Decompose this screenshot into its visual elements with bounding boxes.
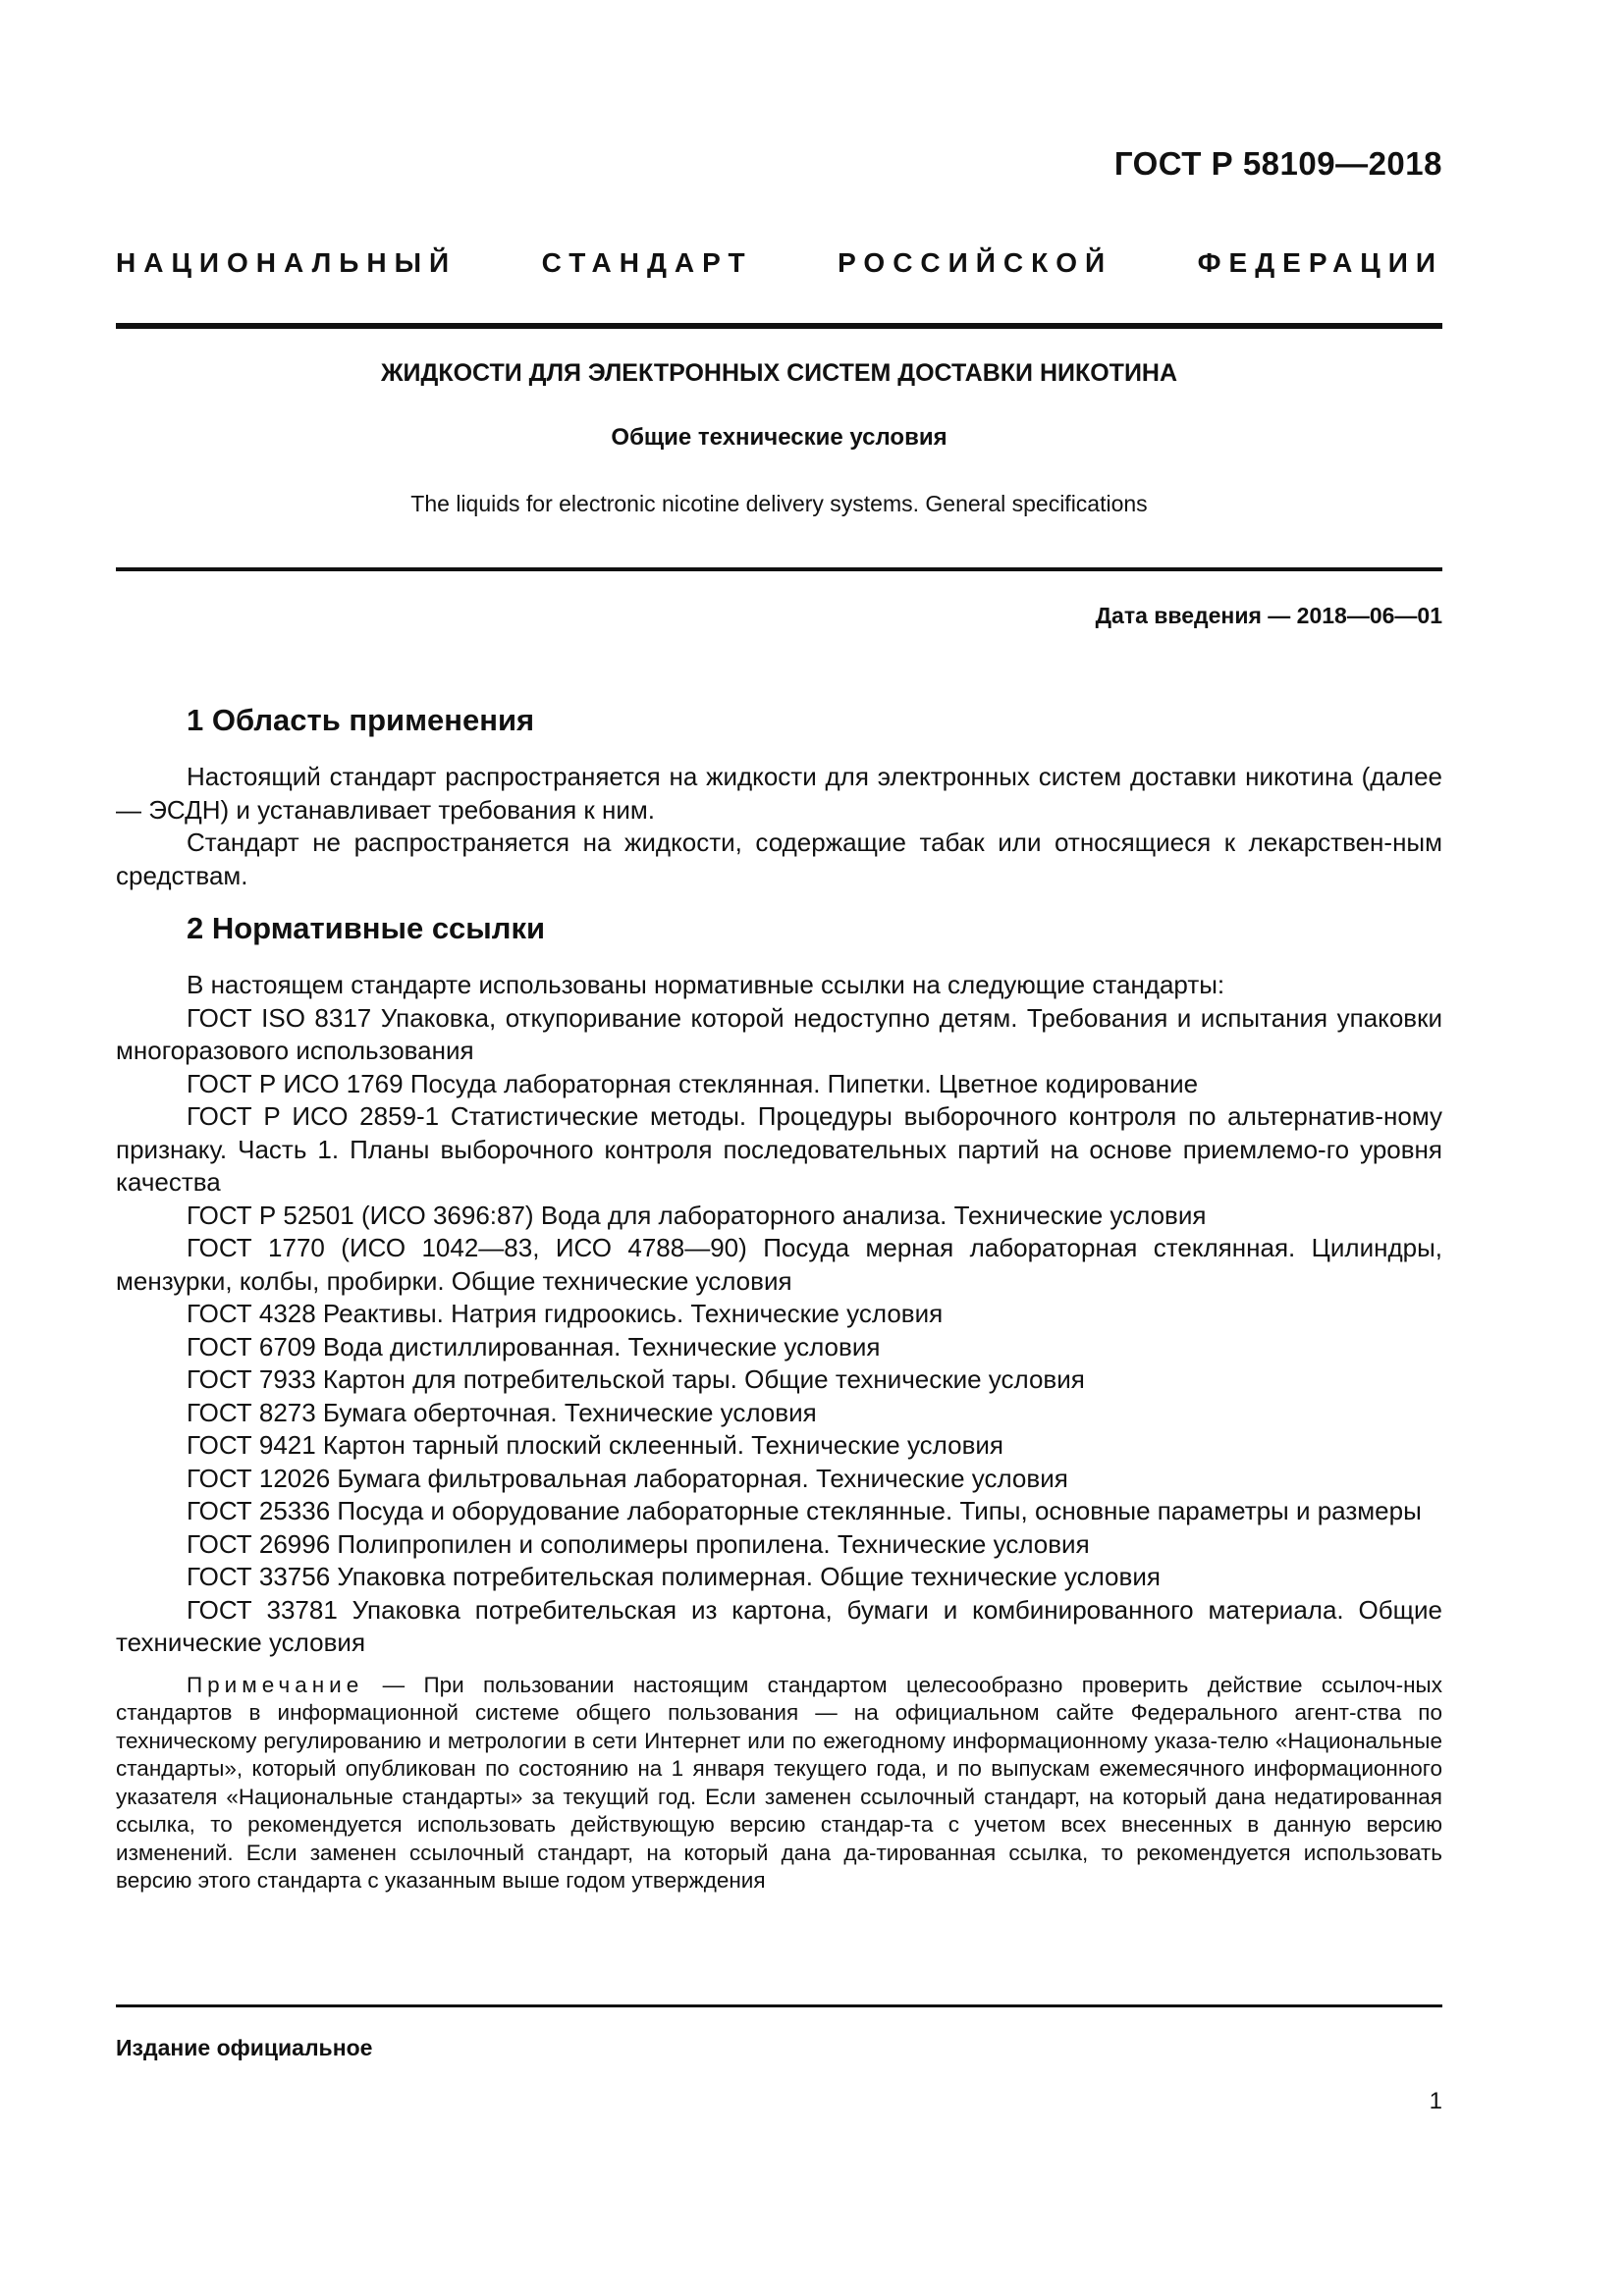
reference-item: ГОСТ ISO 8317 Упаковка, откупоривание которой недоступно детям. Требования и испытания упаковки многоразового использования <box>116 1002 1442 1065</box>
section-1-paragraph: Настоящий стандарт распространяется на жидкости для электронных систем доставки никотина (далее — ЭСДН) и устанавливает требования к ним. <box>116 762 1442 825</box>
reference-item: ГОСТ 33781 Упаковка потребительская из картона, бумаги и комбинированного материала. Общие технические условия <box>116 1594 1442 1657</box>
note-label: Примечание <box>187 1672 364 1697</box>
official-edition-label: Издание официальное <box>116 2035 373 2060</box>
note-text: — При пользовании настоящим стандартом целесообразно проверить действие ссылоч-ных стандартов в информационной системе общего пользования — на официальном сайте Федерального агент-ства по техническому регулированию и метрологии в сети Интернет или по ежегодному информационному указа-телю «Национальные стандарты», который опубликован по состоянию на 1 января текущего года, и по выпускам ежемесячного информационного указателя «Национальные стандарты» за текущий год. Если заменен ссылочный стандарт, на который дана недатированная ссылка, то рекомендуется использовать действующую версию стандар-та с учетом всех внесенных в данную версию изменений. Если заменен ссылочный стандарт, на который дана да-тированная ссылка, то рекомендуется использовать версию этого стандарта с указанным выше годом утверждения <box>116 1672 1442 1893</box>
reference-item: ГОСТ 12026 Бумага фильтровальная лабораторная. Технические условия <box>187 1463 1068 1493</box>
document-title-english: The liquids for electronic nicotine delivery systems. General specifications <box>410 491 1148 516</box>
footer-divider <box>116 2004 1442 2007</box>
document-subtitle: Общие технические условия <box>611 424 947 451</box>
section-2-intro: В настоящем стандарте использованы нормативные ссылки на следующие стандарты: <box>187 970 1225 999</box>
document-title: ЖИДКОСТИ ДЛЯ ЭЛЕКТРОННЫХ СИСТЕМ ДОСТАВКИ НИКОТИНА <box>380 359 1178 387</box>
section-2-heading: 2 Нормативные ссылки <box>187 911 546 945</box>
reference-item: ГОСТ 25336 Посуда и оборудование лабораторные стеклянные. Типы, основные параметры и размеры <box>187 1496 1422 1525</box>
reference-item: ГОСТ 7933 Картон для потребительской тары. Общие технические условия <box>187 1364 1085 1394</box>
reference-item: ГОСТ Р ИСО 1769 Посуда лабораторная стеклянная. Пипетки. Цветное кодирование <box>187 1068 1199 1098</box>
title-divider <box>116 567 1442 571</box>
reference-item: ГОСТ 26996 Полипропилен и сополимеры пропилена. Технические условия <box>187 1528 1090 1559</box>
national-standard-header: НАЦИОНАЛЬНЫЙ СТАНДАРТ РОССИЙСКОЙ ФЕДЕРАЦИИ <box>116 247 1443 278</box>
reference-item: ГОСТ Р ИСО 2859-1 Статистические методы. Процедуры выборочного контроля по альтернатив-ному признаку. Часть 1. Планы выборочного контроля последовательных партий на основе приемлемо-го уровня качества <box>116 1101 1442 1197</box>
top-divider <box>116 323 1442 329</box>
document-body <box>116 702 1442 1896</box>
reference-item: ГОСТ 4328 Реактивы. Натрия гидроокись. Технические условия <box>187 1299 944 1328</box>
reference-item: ГОСТ 6709 Вода дистиллированная. Технические условия <box>187 1331 881 1362</box>
reference-item: ГОСТ Р 52501 (ИСО 3696:87) Вода для лабораторного анализа. Технические условия <box>187 1200 1207 1230</box>
reference-item: ГОСТ 33756 Упаковка потребительская полимерная. Общие технические условия <box>187 1562 1161 1591</box>
page-number: 1 <box>1429 2088 1442 2114</box>
document-code: ГОСТ Р 58109—2018 <box>1113 145 1442 182</box>
reference-item: ГОСТ 1770 (ИСО 1042—83, ИСО 4788—90) Посуда мерная лабораторная стеклянная. Цилиндры, мензурки, колбы, пробирки. Общие технические условия <box>116 1233 1442 1296</box>
section-1-heading: 1 Область применения <box>187 703 535 737</box>
references-note <box>116 1672 1442 1896</box>
reference-item: ГОСТ 8273 Бумага оберточная. Технические условия <box>187 1397 817 1427</box>
section-1-paragraph: Стандарт не распространяется на жидкости, содержащие табак или относящиеся к лекарствен-ным средствам. <box>116 828 1442 890</box>
introduction-date: Дата введения — 2018—06—01 <box>1095 603 1442 628</box>
reference-item: ГОСТ 9421 Картон тарный плоский склеенный. Технические условия <box>187 1430 1004 1460</box>
